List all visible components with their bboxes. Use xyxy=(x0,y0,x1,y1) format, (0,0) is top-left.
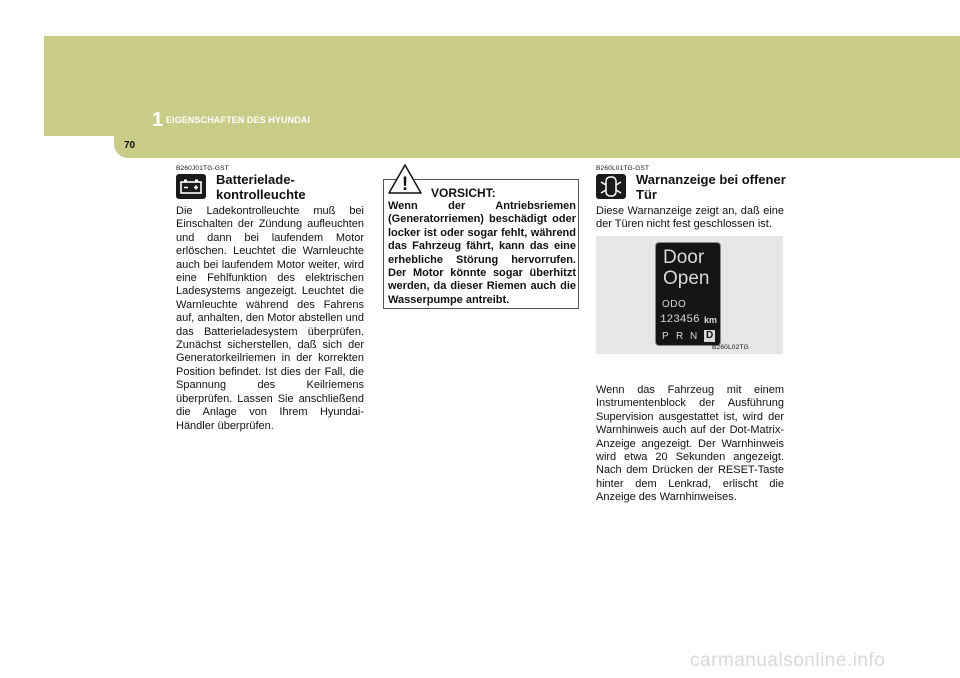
odo-value: 123456 xyxy=(660,314,700,326)
section-code: B260L01TG-GST xyxy=(596,165,650,172)
page-number: 70 xyxy=(124,140,136,151)
image-caption: B260L02TG xyxy=(712,344,749,351)
cluster-image xyxy=(596,236,783,354)
warning-triangle-icon xyxy=(388,164,422,199)
svg-text:!: ! xyxy=(401,174,409,194)
door-open-car-icon xyxy=(596,174,626,199)
section-body: Die Ladekontrolleuchte muß bei Einschalten der Zündung aufleuchten und dann bei laufendem Motor erlöschen. Leuchtet die Warnleuchte auch bei laufendem Motor weiter, wird eine Fehlfunktion des elektrischen Ladesystems angezeigt. Leuchtet die Warnleuchte während des Fahrens auf, anhalten, den Motor abstellen und das Batterieladesystem überprüfen. Zunächst sicherstellen, daß sich der Generatorkeilriemen in der korrekten Position befindet. Ist dies der Fall, die Spannung des Keilriemens überprüfen. Lassen Sie anschließend die Anlage von Ihrem Hyundai-Händler überprüfen. xyxy=(176,205,364,432)
caution-body: Wenn der Antriebsriemen (Generatorriemen) beschädigt oder locker ist oder sogar fehlt, während das Fahrzeug fährt, kann das eine erhebliche Störung hervorrufen. Der Motor könnte sogar überhitzt werden, da dieser Riemen auch die Wasserpumpe antreibt. xyxy=(388,200,576,306)
dot-matrix-display xyxy=(655,242,721,346)
section-intro: Diese Warnanzeige zeigt an, daß eine der Türen nicht fest geschlossen ist. xyxy=(596,205,784,231)
odo-label: ODO xyxy=(662,299,687,310)
watermark: carmanualsonline.info xyxy=(690,650,886,671)
section-heading: Warnanzeige bei offener Tür xyxy=(636,172,786,202)
chapter-title: EIGENSCHAFTEN DES HYUNDAI xyxy=(166,115,311,125)
page-tab xyxy=(114,136,960,158)
section-body: Wenn das Fahrzeug mit einem Instrumentenblock der Ausführung Supervision ausgestattet ist, wird der Warnhinweis auch auf der Dot-Matrix-Anzeige angezeigt. Der Warnhinweis wird etwa 20 Sekunden angezeigt. Nach dem Drücken der RESET-Taste hinter dem Lenkrad, erlischt die Anzeige des Warnhinweises. xyxy=(596,384,784,504)
display-line-door: Door xyxy=(663,247,705,268)
caution-title: VORSICHT: xyxy=(431,186,496,200)
section-code: B260J01TG-GST xyxy=(176,165,229,172)
chapter-number: 1 xyxy=(152,109,164,131)
section-heading: Batterielade- kontrolleuchte xyxy=(216,172,306,202)
odo-unit: km xyxy=(704,315,718,325)
display-line-open: Open xyxy=(663,268,710,289)
battery-icon xyxy=(176,174,206,199)
gear-indicator: P R N D xyxy=(662,330,714,342)
